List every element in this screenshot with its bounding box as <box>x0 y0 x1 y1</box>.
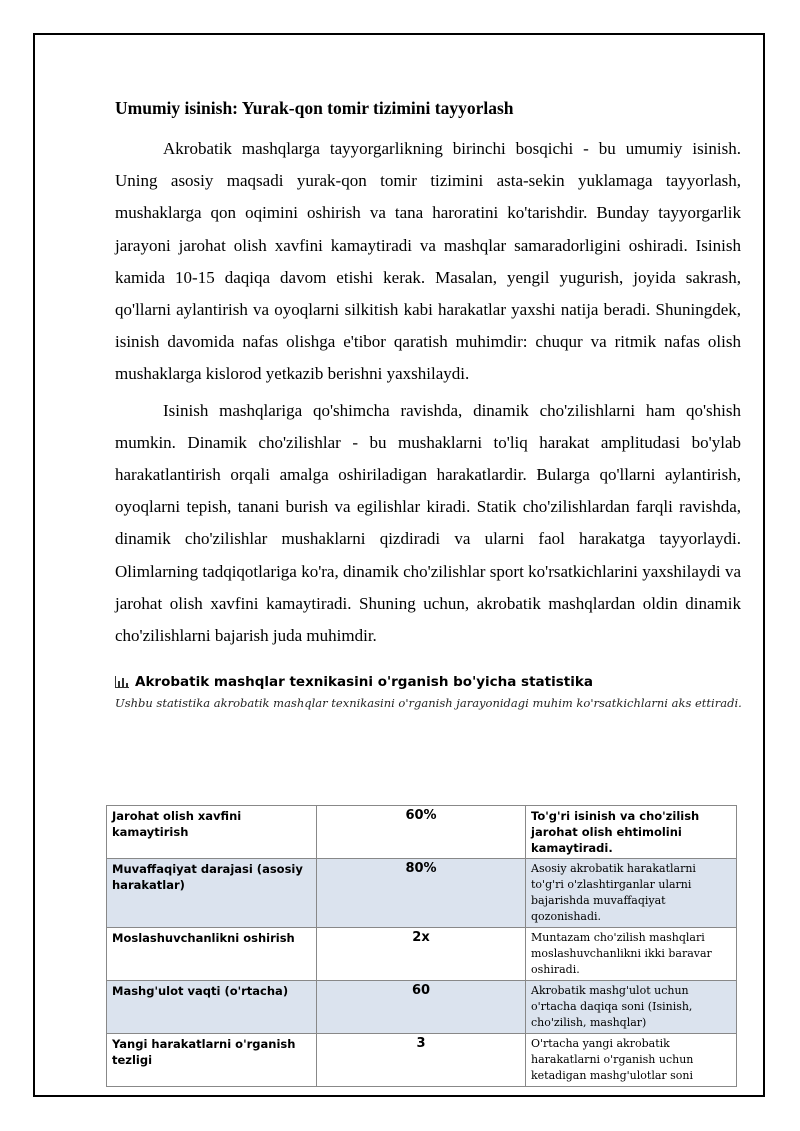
table-row <box>107 1034 737 1087</box>
section-heading: Umumiy isinish: Yurak-qon tomir tizimini tayyorlash <box>115 98 514 118</box>
note-cell: To'g'ri isinish va cho'zilish jarohat olish ehtimolini kamaytiradi. <box>526 806 737 859</box>
bar-chart-icon <box>115 676 129 688</box>
metric-cell: Muvaffaqiyat darajasi (asosiy harakatlar) <box>107 859 317 928</box>
metric-cell: Jarohat olish xavfini kamaytirish <box>107 806 317 859</box>
metric-cell: Mashg'ulot vaqti (o'rtacha) <box>107 981 317 1034</box>
table-row <box>107 981 737 1034</box>
value-cell: 60% <box>317 806 526 859</box>
stats-title <box>115 674 741 690</box>
note-cell: Akrobatik mashg'ulot uchun o'rtacha daqiqa soni (Isinish, cho'zilish, mashqlar) <box>526 981 737 1034</box>
value-cell: 60 <box>317 981 526 1034</box>
paragraph-2: Isinish mashqlariga qo'shimcha ravishda, dinamik cho'zilishlarni ham qo'shish mumkin. Dinamik cho'zilishlar - bu mushaklarni to'liq harakat amplitudasi bo'ylab harakatlantirish orqali amalga oshiriladigan harakatlardir. Bularga qo'llarni aylantirish, oyoqlarni tepish, tanani burish va egilishlar kiradi. Statik cho'zilishlardan farqli ravishda, dinamik cho'zilishlar mushaklarni qizdiradi va ularni faol harakatga tayyorlaydi. Olimlarning tadqiqotlariga ko'ra, dinamik cho'zilishlar sport ko'rsatkichlarini yaxshilaydi va jarohat olish xavfini kamaytiradi. Shuning uchun, akrobatik mashqlardan oldin dinamik cho'zilishlarni bajarish juda muhimdir. <box>115 400 741 646</box>
stats-title-text: Akrobatik mashqlar texnikasini o'rganish bo'yicha statistika <box>135 674 593 691</box>
table-row <box>107 859 737 928</box>
value-cell: 2x <box>317 928 526 981</box>
value-cell: 3 <box>317 1034 526 1087</box>
note-cell: Asosiy akrobatik harakatlarni to'g'ri o'zlashtirganlar ularni bajarishda muvaffaqiyat qozonishadi. <box>526 859 737 928</box>
metric-cell: Yangi harakatlarni o'rganish tezligi <box>107 1034 317 1087</box>
stats-table <box>106 805 737 1087</box>
document-body <box>115 98 741 718</box>
paragraph-1: Akrobatik mashqlarga tayyorgarlikning birinchi bosqichi - bu umumiy isinish. Uning asosiy maqsadi yurak-qon tomir tizimini asta-sekin yuklamaga tayyorlash, mushaklarga qon oqimini oshirish va tana haroratini ko'tarishdir. Bunday tayyorgarlik jarayoni jarohat olish xavfini kamaytiradi va mashqlar samaradorligini oshiradi. Isinish kamida 10-15 daqiqa davom etishi kerak. Masalan, yengil yugurish, joyida sakrash, qo'llarni aylantirish va oyoqlarni silkitish kabi harakatlar yaxshi natija beradi. Shuningdek, isinish davomida nafas olishga e'tibor qaratish muhimdir: chuqur va ritmik nafas olish mushaklarga kislorod yetkazib berishni yaxshilaydi. <box>115 139 741 384</box>
table-row <box>107 928 737 981</box>
metric-cell: Moslashuvchanlikni oshirish <box>107 928 317 981</box>
stats-description: Ushbu statistika akrobatik mashqlar texnikasini o'rganish jarayonidagi muhim ko'rsatkichlarni aks ettiradi. <box>115 696 742 711</box>
note-cell: O'rtacha yangi akrobatik harakatlarni o'rganish uchun ketadigan mashg'ulotlar soni <box>526 1034 737 1087</box>
note-cell: Muntazam cho'zilish mashqlari moslashuvchanlikni ikki baravar oshiradi. <box>526 928 737 981</box>
value-cell: 80% <box>317 859 526 928</box>
table-row <box>107 806 737 859</box>
